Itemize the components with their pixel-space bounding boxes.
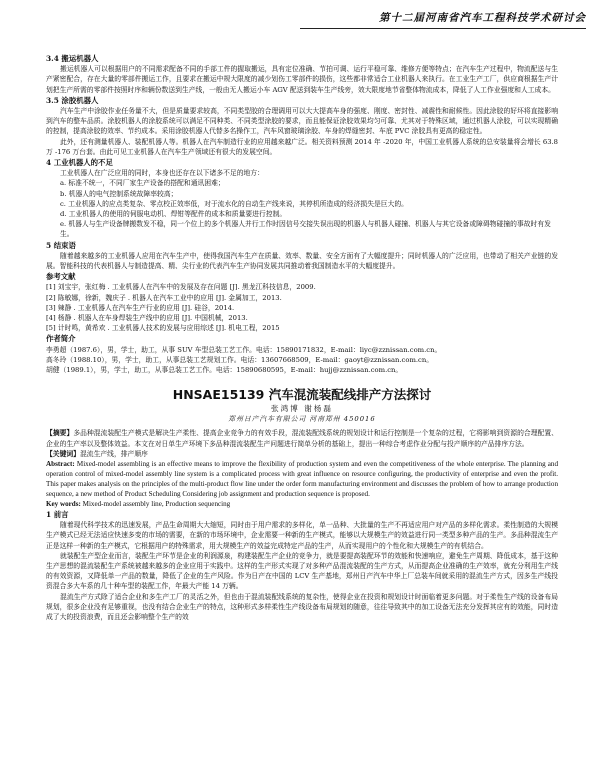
reference-item: [2] 陈敏娜，徐新，魏庆子 . 机器人在汽车工业中的应用 [J]. 金属加工，2013.	[46, 293, 282, 302]
reference-item: [4] 杨静 . 机器人在车身焊装生产线中的应用 [J]. 中国机械，2013.	[46, 314, 248, 323]
intro-paragraph: 就装配生产型企业而言，装配生产环节是企业的利润源泉，构建装配生产企业的竞争力，就是要提高装配环节的效能和快速响应，避免生产周期、降低成本，基于这种生产思想的混流装配生产系统被越来越多的企业应用于实践中。这样的生产形式实现了对多种产品混流装配的生产方式，从而提高企业准确的生产效率，就充分利用生产线的有效资源，又降低单一产品的数量，降低了企业的生产风险。作为日产在中国的 LCV 生产基地，郑州日产汽车中华上厂总装车间就采用的混流生产方式，因多生产线投资混合多大车系的几十种车型的装配工作，年最大产能 14 万辆。	[46, 551, 558, 591]
section-5-text: 随着越来越多的工业机器人应用在汽车生产中，使得我国汽车生产在质量、效率、数量、安全方面有了大幅度提升；同时机器人的广泛应用，也带动了相关产业链的发展。智能科技的代表机器人与制造提高、精、尖行业的代表汽车生产协同发展共同推动着我国制造水平的大幅度提升。	[46, 251, 558, 271]
running-header: 第十二届河南省汽车工程科技学术研讨会	[300, 10, 586, 29]
english-keywords-label: Key words:	[46, 499, 81, 508]
paper-affiliation: 郑州日产汽车有限公司 河南郑州 450016	[228, 415, 376, 424]
reference-item: [3] 辣静 . 工业机器人在汽车生产行业的应用 [J]. 硅谷，2014.	[46, 303, 235, 312]
list-item: c. 工业机器人的应点类复杂、零点校正效率低，对于流水化的自动生产线来说，其停机所造成的经济损失是巨大的。	[60, 199, 408, 208]
author-bio-item: 胡健（1989.1），男，学士，助工，从事总装工艺工作。电话：15890680595，E-mail：hujj@zznissan.com.cn。	[46, 366, 403, 375]
paper-title-block	[46, 387, 558, 424]
abstract-label: 【摘要】	[46, 429, 74, 438]
list-item: a. 标准不统一，不同厂家生产设备的搭配和通讯困难；	[60, 179, 225, 188]
closing-paragraph: 此外，还有测量机器人、装配机器人等。机器人在汽车制造行业的应用越来越广泛。相关资料预测 2014 年 -2020 年，中国工业机器人系统的总安装量将会增长 63.8 万 -176 万台套。由此可见工业机器人在汽车生产领域还有很大的发展空间。	[46, 137, 558, 156]
section-heading-5: 5 结束语	[46, 240, 76, 250]
paper-authors: 张鸿博 谢杨磊	[271, 404, 333, 414]
author-bio-heading: 作者简介	[46, 334, 76, 344]
reference-item: [5] 计时鸣，黄希欢 . 工业机器人技术的发展与应用综述 [J]. 机电工程，2015	[46, 324, 280, 333]
article-body	[46, 53, 558, 622]
list-item: e. 机器人与生产设备牌搬数发不稳，同一个位上的多个机器人并行工作时因信号交接失误出现的机器人与机器人碰撞、机器人与其它设备或障碍物碰撞的事故时有发生。	[60, 220, 551, 239]
keywords-text: 混流生产线，排产顺序	[79, 449, 148, 458]
english-keywords-text: Mixed-model assembly line, Production sequencing	[82, 499, 231, 508]
section-4-intro: 工业机器人在广泛应用的同时，本身也还存在以下诸多不足的地方：	[60, 169, 264, 178]
author-bio-item: 李勇超（1987.6），男，学士，助工，从事 SUV 车型总装工艺工作。电话：15890171832，E-mail：liyc@zznissan.com.cn。	[46, 345, 442, 354]
section-heading-3-5: 3.5 涂胶机器人	[46, 95, 99, 105]
references-heading: 参考文献	[46, 272, 76, 282]
paper-title: HNSAE15139 汽车混流装配线排产方法探讨	[172, 387, 432, 403]
abstract-block	[46, 428, 558, 509]
keywords	[46, 449, 558, 459]
english-keywords	[46, 499, 558, 509]
english-abstract-label: Abstract:	[46, 459, 75, 468]
section-heading-3-4: 3.4 搬运机器人	[46, 54, 99, 63]
abstract-text: 多品种混流装配生产模式是解决生产柔性、提高企业竞争力的有效手段，混流装配线系统的规划设计和运行控制是一个复杂的过程，它将影响到资源的合理配置、企业的生产率以及整体效益。本文在对日单生产环境下多品种混流装配生产问题进行简单分析的基础上，提出一种综合考虑作业分配与投产顺序的产品排序方法。	[46, 429, 559, 448]
abstract	[46, 428, 558, 448]
intro-paragraph: 随着现代科学技术的迅速发展，产品生命周期大大缩短，同时由于用户需求的多样化，单一品种、大批量的生产不再适应用户对产品的多样化需求。柔性制造的大规模生产模式已经无法适应快速多变的市场的需要，在新的市场环境中，企业需要一种新的生产模式，能够以大规模生产的效益进行同一类型多种产品的生产。多品种混流生产正是这样一种新的生产模式，它根据用户的特殊需求，用大规模生产的效益完成特定产品的生产，从而实现用户的个性化和大规模生产的有机结合。	[46, 521, 558, 550]
english-abstract-text: Mixed-model assembling is an effective means to improve the flexibility of production system and even the competitiveness of the whole enterprise. The planning and operation control of mixed-model assembly line system is a complicated process with great influence on resource configuring, the productivity of enterprise and even the profit. This paper makes analysis on the principles of the multi-product flow line under the order form manufacturing environment and discusses the problem of how to arrange production sequence, a new method of Product Scheduling Considering job assignment and production sequence is proposed.	[46, 459, 558, 498]
author-bio-item: 高冬玲（1988.10），男，学士，助工，从事总装工艺规划工作。电话：13607668509，E-mail：gaoyt@zznissan.com.cn。	[46, 355, 434, 364]
reference-item: [1] 刘宝宇，张红梅 . 工业机器人在汽车中的发展及存在问题 [J]. 黑龙江科技信息，2009.	[46, 283, 316, 292]
intro-paragraph: 混流生产方式除了适合企业和多生产工厂的灵活之外，但也由于混流装配线系统的复杂性，使得企业在投资和规划设计时面临着更多问题。对于柔性生产线的设备布局规划，很多企业没有足够重视，也没有结合企业生产的特点，这种形式多样柔性生产线设备布局规划的随意，往往导致其中的加工设备无法充分发挥其应有的效能，同时造成了大的投资浪费，而且还会影响整个生产的效	[46, 592, 558, 621]
list-item: d. 工业机器人的使用的伺服电动机、焊钳等配件的成本和质量要进行控制。	[60, 210, 287, 219]
section-3-5-text: 汽车生产中涂胶作业任务量不大，但是质量要求较高，不同类型胶的合理调用可以大大提高车身的强度、刚度、密封性、减震性和耐候性。因此涂胶的好坏将直接影响到汽车的整车品质。涂胶机器人的涂胶系统可以满足不同种类、不同类型涂胶的要求，而且能保证涂胶效果均匀可靠、尤其对于特殊区域，通过机器人涂胶，可以实现精确的控制，提高涂胶的效率、节约成本。采用涂胶机器人代替多名操作工，汽车风窗玻璃涂胶、车身的焊缝密封、车底 PVC 涂胶具有更高的稳定性。	[46, 107, 558, 136]
intro-heading: 1 前言	[46, 509, 69, 519]
keywords-label: 【关键词】	[46, 449, 80, 458]
english-abstract	[46, 459, 558, 499]
section-heading-4: 4 工业机器人的不足	[46, 158, 113, 168]
list-item: b. 机器人的电气控制系统故障率较高；	[60, 189, 178, 198]
section-3-4-text: 搬运机器人可以根据用户的不同需求配备不同的手部工件的握取搬运，具有定位准确、节拍可调、运行平稳可靠、维修方便等特点；在汽车生产过程中，物流配送与生产紧密配合，存在大量的零部件搬运工作，且要求在搬运中规大限度的减少划伤工零部件的损伤，这些都非常适合工业机器人来执行。在工业生产工厂，供应商根据生产计划把生产所需的零部件按照时序和辆份数送到生产线，一般由无人搬运小车 AGV 配送到装车生产线旁，效大限度地节省整体物流成本，降低了人工作业强度和人工成本。	[46, 65, 558, 94]
